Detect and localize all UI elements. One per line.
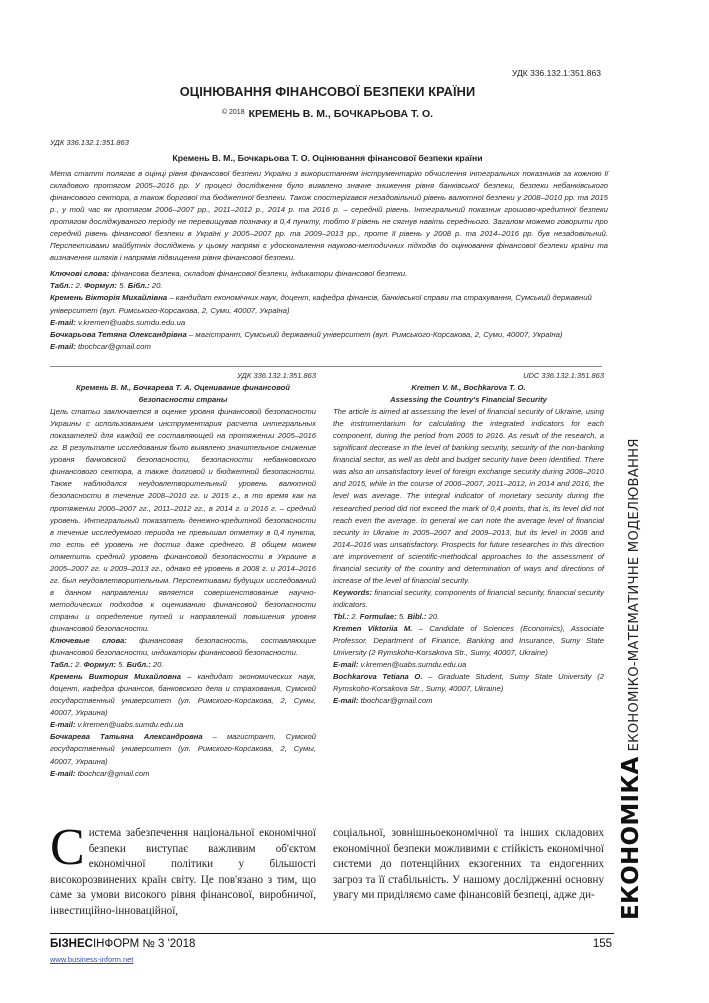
section-label-sub: ЕКОНОМІКО-МАТЕМАТИЧНЕ МОДЕЛЮВАННЯ	[627, 438, 642, 752]
email1-en	[333, 659, 604, 671]
author1-info: – кандидат економічних наук, доцент, кафедра фінансів, банківської справи та страхування, Сумський державний університет (вул. Римського-Корсакова, 2, Суми, 40007, Україна)	[50, 293, 592, 315]
journal-name-rest: ІНФОРМ № 3 '2018	[92, 938, 196, 950]
email1-ru	[50, 719, 316, 731]
author1-ru	[50, 671, 316, 719]
author2-info: – Graduate Student, Sumy State University (2 Rymskoho-Korsakova Str., Sumy, 40007, Ukraine)	[333, 672, 604, 694]
authors-line	[0, 108, 655, 120]
tables-count: 2.	[75, 660, 82, 670]
article-title: ОЦІНЮВАННЯ ФІНАНСОВОЇ БЕЗПЕКИ КРАЇНИ	[179, 84, 476, 99]
abstract-ua-text: Мета статті полягає в оцінці рівня фінансової безпеки України з використанням інструментарію обчислення інтегральних показників за кожною її складовою протягом 2005–2016 рр. У процесі дослідження було виявлено значне зниження рівня банківської безпеки, безпеки небанківського фінансового сектора, а також боргової та бюджетної безпеки. Також спостерігався незадовільний рівень валютної безпеки у 2008–2010 рр. та 2015 р., у той час як протягом 2006–2007 рр., 2011–2012 р., 2014 р. та 2016 р. – середній рівень. Інтегральний показник грошово-кредитної безпеки протягом досліджуваного періоду не перевищував позначку в 0,4 пункту, тобто її рівень не сягнув навіть середнього. Загалом можемо говорити про середній рівень фінансової безпеки в Україні у 2005–2007 рр. та 2009–2013 рр., проте її рівень у 2008 р. та 2014–2016 рр. був незадовільний. Перспективами майбутніх досліджень у цьому напрямі є удосконалення науково-методичних підходів до оцінювання фінансової безпеки країни та визначення шляхів і напрямів підвищення рівня фінансової безпеки.	[50, 169, 608, 262]
author1-name: Кремень Вікторія Михайлівна	[50, 293, 168, 303]
refs-count: 20.	[428, 611, 440, 621]
email-label: E-mail:	[50, 317, 76, 327]
refs-count: 20.	[151, 281, 163, 291]
author2-info: – магістрант, Сумський державний університет (вул. Римського-Корсакова, 2, Суми, 40007, Україна)	[188, 330, 563, 340]
title-en: Assessing the Country's Financial Security	[390, 395, 547, 405]
tables-label: Табл.:	[50, 281, 74, 291]
column-en	[333, 370, 604, 707]
author1-info: – Candidate of Sciences (Economics), Associate Professor, Department of Finance, Banking and Insurance, Sumy State University (2 Rymskoho-Korsakova Str., Sumy, 40007, Ukraine)	[333, 623, 605, 658]
column-ru	[50, 370, 316, 780]
keywords-text: финансовая безопасность, составляющие финансовой безопасности, индикаторы финансовой безопасности.	[50, 636, 317, 658]
authors-names: КРЕМЕНЬ В. М., БОЧКАРЬОВА Т. О.	[248, 108, 434, 120]
udc-code-ru: УДК 336.132.1:351.863	[237, 371, 316, 380]
abstract-ua	[50, 168, 608, 264]
email2-ua	[50, 341, 608, 353]
author1-email: v.kremen@uabs.sumdu.edu.ua	[360, 660, 467, 670]
body-left-text: истема забезпечення національної економічної безпеки виступає важливим об'єктом економічної політики у більшості високорозвинених країн світу. Це пов'язано з тим, що саме за умови високого рівня фінансової, виробничої, інвестиційно-інноваційної,	[50, 827, 316, 917]
author2-ua	[50, 329, 608, 341]
author2-name: Бочкарьова Тетяна Олександрівна	[50, 330, 187, 340]
meta-ua	[50, 268, 608, 353]
formulas-label: Formulae:	[359, 611, 397, 621]
email-label: E-mail:	[333, 660, 359, 670]
page-number: 155	[592, 938, 612, 950]
email-label: E-mail:	[333, 696, 359, 706]
author2-name: Бочкарева Татьяна Александровна	[50, 732, 203, 742]
udc-code-top: УДК 336.132.1:351.863	[512, 68, 601, 78]
abstract-en-text: The article is aimed at assessing the level of financial security of Ukraine, using the instrumentarium for calculating the integrated indicators for each component, during the period from 2005 to 2016. As result of the research, a significant decrease in the level of banking security, security of the non-banking financial sector, as well as debt and budget security have been identified. There was also an unsatisfactory level of foreign exchange security during 2008–2010 and 2015, while in the course of 2006–2007, 2011–2012, in 2014 and 2016, the level was average. The integral indicator of monetary security during the researched period did not exceed the mark of 0,4 points, that is, its level did not reach even the average. In general we can note the average level of financial security in Ukraine in 2005–2007 and 2009–2013, but its level in 2008 and 2014–2016 was unsatisfactory. Prospects for future researches in this direction are improvement of scientific-methodical approaches to the assessment of financial security of the country and determination of ways and directions of increase of the level of financial security.	[333, 407, 604, 585]
author1-email: v.kremen@uabs.sumdu.edu.ua	[77, 720, 184, 730]
citation-ua: Кремень В. М., Бочкарьова Т. О. Оцінювання фінансової безпеки країни	[172, 153, 483, 163]
drop-cap: С	[50, 819, 85, 876]
author2-en	[333, 671, 604, 695]
body-text-right: соціальної, зовнішньоекономічної та інших складових економічної безпеки можливими є стійкість економічної системи до потенційних екзогенних та ендогенних загроз та її стабільність. У нашому дослідженні основну увагу ми приділяємо саме фінансовій безпеці, адже ди-	[333, 827, 604, 902]
author2-email: tbochcar@gmail.com	[360, 696, 433, 706]
author1-email: v.kremen@uabs.sumdu.edu.ua	[78, 317, 186, 327]
keywords-label: Keywords:	[333, 587, 373, 597]
journal-name-bold: БІЗНЕС	[50, 938, 93, 950]
tables-label: Табл.:	[50, 660, 73, 670]
keywords-text: financial security, components of financial security, financial security indicators.	[333, 587, 604, 609]
formulas-label: Формул:	[83, 660, 116, 670]
journal-name	[50, 938, 195, 950]
body-text-left	[50, 819, 316, 920]
keywords-en	[333, 587, 604, 611]
keywords-label: Ключові слова:	[50, 269, 110, 278]
formulas-count: 5.	[398, 611, 406, 621]
copyright-mark: © 2018	[221, 109, 245, 116]
section-divider	[50, 366, 602, 367]
abstract-ru-text: Цель статьи заключается в оценке уровня финансовой безопасности Украины с использованием инструментария расчета интегральных показателей для каждой ее составляющей на протяжении 2005–2016 гг. В результате исследования было выявлено значительное снижение уровня банковской безопасности, безопасности небанковского финансового сектора, а также долговой и бюджетной безопасности. Также наблюдался неудовлетворительный уровень валютной безопасности в течение 2008–2010 гг. и 2015 г., в то время как на протяжении 2006–2007 гг., 2011–2012 гг., в 2014 г. и 2016 г. – средний уровень. Интегральный показатель денежно-кредитной безопасности в течение исследуемого периода не превышал отметку в 0,4 пункта, то есть её уровень не достиг даже среднего. В общем можем отметить средний уровень финансовой безопасности в Украине в 2005–2007 гг. и 2009–2013 гг., однако её уровень в 2008 г. и 2014–2016 гг. был неудовлетворительным. Перспективами будущих исследований в данном направлении является совершенствование научно-методических подходов к оцениванию финансовой безопасности страны и определение путей и направлений повышения уровня финансовой безопасности.	[50, 407, 316, 633]
author2-ru	[50, 731, 316, 767]
authors-en: Kremen V. M., Bochkarova T. O.	[411, 383, 526, 393]
author1-name: Кремень Виктория Михайловна	[50, 672, 182, 682]
counts-ru	[50, 659, 316, 671]
footer-divider	[50, 933, 614, 934]
author1-name: Kremen Viktoriia M.	[333, 623, 413, 633]
email2-ru	[50, 768, 316, 780]
email-label: E-mail:	[50, 768, 76, 778]
email2-en	[333, 695, 604, 707]
refs-label: Бібл.:	[127, 281, 150, 291]
refs-count: 20.	[152, 660, 164, 670]
formulas-count: 5.	[119, 281, 126, 291]
keywords-text: фінансова безпека, складові фінансової безпеки, індикатори фінансової безпеки.	[111, 269, 408, 278]
author2-info: – магистрант, Сумской государственный университет (ул. Римского-Корсакова, 2, Сумы, 40007, Украина)	[50, 732, 316, 766]
author1-en	[333, 623, 604, 659]
author2-email: tbochcar@gmail.com	[78, 342, 151, 352]
author1-ua	[50, 292, 608, 316]
tables-count: 2.	[351, 611, 358, 621]
journal-url-link[interactable]: www.business-inform.net	[50, 955, 134, 964]
email1-ua	[50, 317, 608, 329]
keywords-ru	[50, 635, 316, 659]
email-label: E-mail:	[50, 720, 76, 730]
formulas-count: 5.	[118, 660, 125, 670]
refs-label: Bibl.:	[407, 611, 427, 621]
tables-label: Tbl.:	[333, 611, 350, 621]
counts-ua	[50, 280, 608, 292]
keywords-ua	[50, 268, 608, 280]
keywords-label: Ключевые слова:	[50, 636, 127, 646]
citation-ru: Кремень В. М., Бочкарева Т. А. Оценивание финансовой безопасности страны	[76, 383, 290, 405]
tables-count: 2.	[75, 281, 82, 291]
udc-code-ua: УДК 336.132.1:351.863	[50, 138, 129, 147]
author2-name: Bochkarova Tetiana O.	[333, 672, 423, 682]
author1-info: – кандидат экономических наук, доцент, кафедра финансов, банковского дела и страхования, Сумской государственный университет (ул. Римского-Корсакова, 2, Сумы, 40007, Украина)	[50, 672, 316, 718]
refs-label: Библ.:	[126, 660, 151, 670]
author2-email: tbochcar@gmail.com	[77, 768, 150, 778]
formulas-label: Формул:	[84, 281, 117, 291]
email-label: E-mail:	[50, 342, 76, 352]
counts-en	[333, 611, 604, 623]
section-label-vertical	[618, 430, 646, 920]
section-label-main: ЕКОНОМІКА	[618, 756, 644, 920]
udc-code-en: UDC 336.132.1:351.863	[523, 371, 604, 380]
